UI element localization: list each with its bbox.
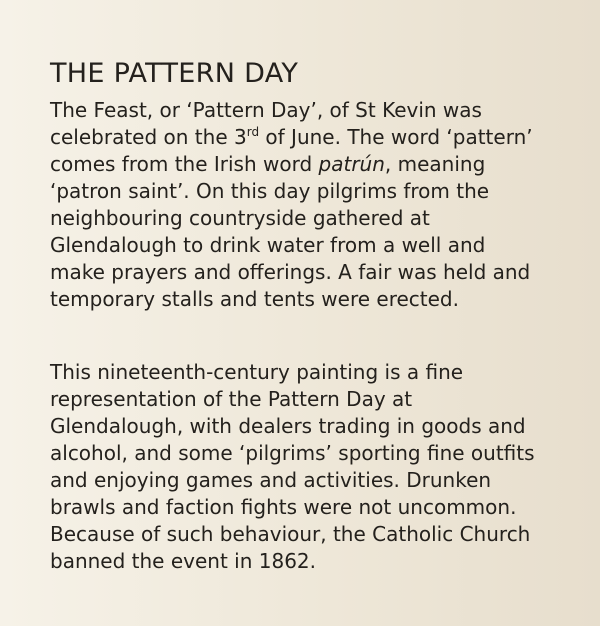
text-segment: celebrated on the 3 bbox=[50, 125, 247, 149]
paragraph-painting bbox=[50, 359, 590, 575]
text-line: Glendalough, with dealers trading in goods and bbox=[50, 414, 526, 438]
text-line: Because of such behaviour, the Catholic Church bbox=[50, 522, 531, 546]
text-line: neighbouring countryside gathered at bbox=[50, 206, 430, 230]
text-segment: comes from the Irish word bbox=[50, 152, 319, 176]
text-line: brawls and faction fights were not uncommon. bbox=[50, 495, 517, 519]
text-line: representation of the Pattern Day at bbox=[50, 387, 413, 411]
ordinal-suffix: rd bbox=[246, 125, 260, 139]
irish-word: patrún bbox=[318, 152, 385, 176]
panel-title: THE PATTERN DAY bbox=[50, 58, 299, 89]
text-line bbox=[50, 124, 590, 151]
text-line: The Feast, or ‘Pattern Day’, of St Kevin was bbox=[50, 98, 482, 122]
text-line: banned the event in 1862. bbox=[50, 549, 317, 573]
text-line: Glendalough to drink water from a well and bbox=[50, 233, 486, 257]
text-segment: , meaning bbox=[384, 152, 486, 176]
text-line: and enjoying games and activities. Drunken bbox=[50, 468, 492, 492]
text-line: This nineteenth-century painting is a fine bbox=[50, 360, 464, 384]
text-segment: of June. The word ‘pattern’ bbox=[259, 125, 533, 149]
paragraph-feast bbox=[50, 97, 590, 313]
text-line: ‘patron saint’. On this day pilgrims from the bbox=[50, 179, 490, 203]
text-line: temporary stalls and tents were erected. bbox=[50, 287, 459, 311]
text-line: make prayers and offerings. A fair was held and bbox=[50, 260, 531, 284]
text-line: alcohol, and some ‘pilgrims’ sporting fine outfits bbox=[50, 441, 535, 465]
text-line bbox=[50, 151, 590, 178]
